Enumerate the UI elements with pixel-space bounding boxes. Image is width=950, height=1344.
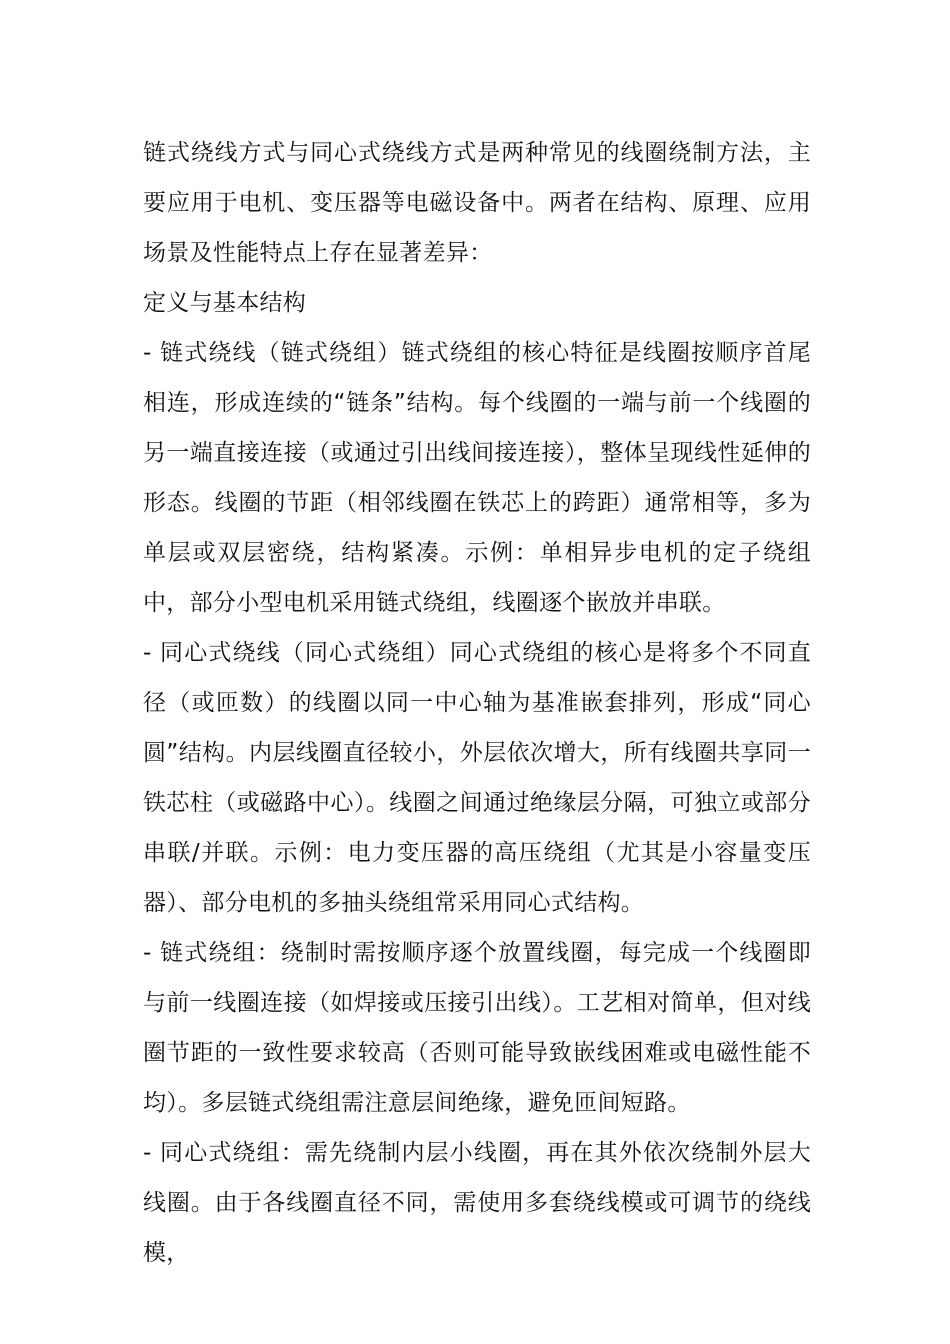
intro-paragraph: 链式绕线方式与同心式绕线方式是两种常见的线圈绕制方法，主要应用于电机、变压器等电磁设备中。两者在结构、原理、应用场景及性能特点上存在显著差异：	[143, 140, 811, 266]
concentric-winding-process-paragraph: - 同心式绕组：需先绕制内层小线圈，再在其外依次绕制外层大线圈。由于各线圈直径不同，需使用多套绕线模或可调节的绕线模，	[143, 1140, 811, 1266]
section-heading: 定义与基本结构	[143, 290, 307, 316]
document-body	[143, 128, 811, 1278]
chain-winding-process-paragraph: - 链式绕组：绕制时需按顺序逐个放置线圈，每完成一个线圈即与前一线圈连接（如焊接或压接引出线）。工艺相对简单，但对线圈节距的一致性要求较高（否则可能导致嵌线困难或电磁性能不均）。多层链式绕组需注意层间绝缘，避免匝间短路。	[143, 940, 811, 1116]
chain-winding-definition-paragraph: - 链式绕线（链式绕组）链式绕组的核心特征是线圈按顺序首尾相连，形成连续的“链条”结构。每个线圈的一端与前一个线圈的另一端直接连接（或通过引出线间接连接），整体呈现线性延伸的形态。线圈的节距（相邻线圈在铁芯上的跨距）通常相等，多为单层或双层密绕，结构紧凑。示例：单相异步电机的定子绕组中，部分小型电机采用链式绕组，线圈逐个嵌放并串联。	[143, 340, 811, 616]
concentric-winding-definition-paragraph: - 同心式绕线（同心式绕组）同心式绕组的核心是将多个不同直径（或匝数）的线圈以同一中心轴为基准嵌套排列，形成“同心圆”结构。内层线圈直径较小，外层依次增大，所有线圈共享同一铁芯柱（或磁路中心）。线圈之间通过绝缘层分隔，可独立或部分串联/并联。示例：电力变压器的高压绕组（尤其是小容量变压器）、部分电机的多抽头绕组常采用同心式结构。	[143, 640, 811, 916]
